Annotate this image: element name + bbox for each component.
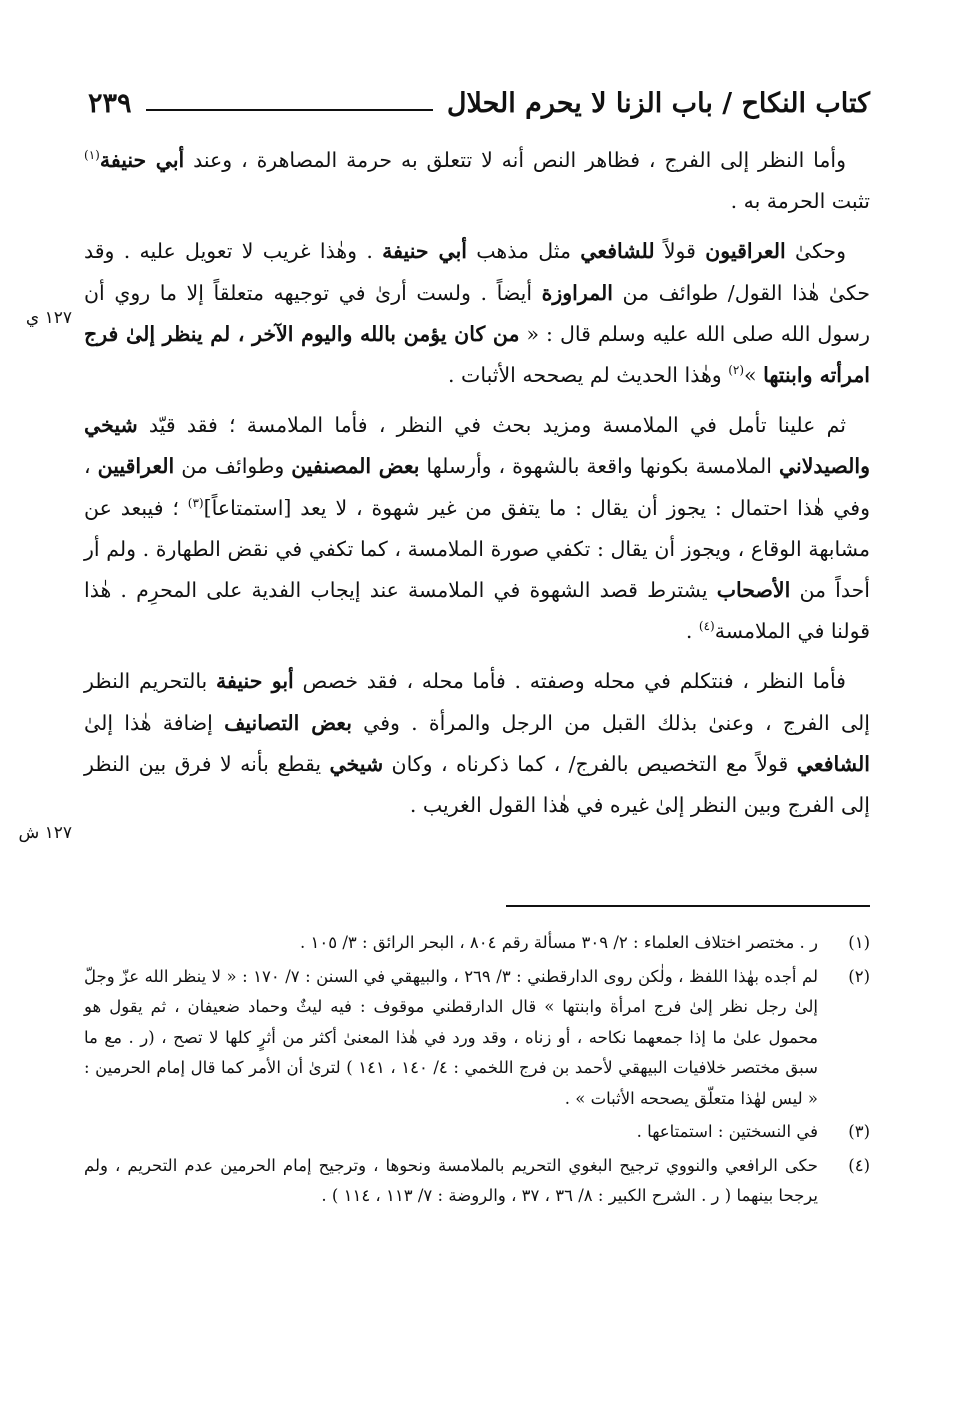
bold-term: أبو حنيفة (216, 669, 294, 694)
text-run: قولاً مع التخصيص بالفرج/ ، كما ذكرناه ، وكان (383, 751, 797, 776)
main-text (84, 140, 870, 835)
text-run: الملامسة بكونها واقعة بالشهوة ، وأرسلها (419, 454, 779, 479)
text-run: يقطع بأنه لا فرق بين النظر إلى الفرج وبين النظر إلىٰ غيره في هٰذا القول الغريب . (84, 751, 870, 818)
text-run: إضافة هٰذا إلىٰ (84, 710, 225, 735)
paragraph (84, 661, 870, 826)
paragraph (84, 231, 870, 396)
margin-note: ١٢٧ ي (25, 308, 72, 328)
bold-term: الشافعي (796, 751, 870, 776)
text-run: تثبت الحرمة به . (730, 189, 870, 214)
chapter-title: كتاب النكاح / باب الزنا لا يحرم الحلال (446, 87, 870, 119)
bold-term: شيخي (329, 751, 384, 776)
footnote-item (84, 1117, 870, 1148)
footnote-text: حكى الرافعي والنووي ترجيح البغوي التحريم بالملامسة ونحوها ، وترجيح إمام الحرمين عدم التحريم ، ولم يرجحا بينهما ( ر . الشرح الكبير : ٨/ ٣٦ ، ٣٧ ، والروضة : ٧/ ١١٣ ، ١١٤ ) . (84, 1155, 818, 1205)
text-run: ؛ فيبعد عن مشابهة الوقاع ، ويجوز أن يقال : تكفي صورة الملامسة ، كما تكفي في نقض الطهارة . ولم أر أحداً من (84, 495, 870, 603)
footnote-ref: (٤) (698, 619, 715, 634)
bold-term: بعض المصنفين (291, 454, 420, 479)
paragraph (84, 140, 870, 222)
paragraph (84, 405, 870, 652)
text-run: . (685, 619, 699, 644)
footnote-ref: (٢) (728, 363, 745, 378)
bold-term: بعض التصانيف (224, 710, 352, 735)
text-run: بالتحريم النظر إلى الفرج ، وعنىٰ بذلك القبل من الرجل والمرأة . وفي (84, 669, 870, 735)
footnote-item (84, 928, 870, 959)
text-run: ، وفي هٰذا احتمال : يجوز أن يقال : ما يتفق من غير شهوة ، لا يعد [استمتاعاً] (84, 454, 870, 520)
footnote-number: (٢) (848, 966, 870, 986)
footnote-number: (٤) (848, 1155, 870, 1175)
bold-term: العراقيون (705, 239, 786, 264)
text-run: وهٰذا الحديث لم يصححه الأثبات . (448, 363, 729, 388)
page-number: ٢٣٩ (88, 87, 132, 119)
text-run: قولاً (654, 239, 706, 264)
text-run: وحكىٰ (785, 239, 846, 264)
text-run: ثم علينا تأمل في الملامسة ومزيد بحث في النظر ، فأما الملامسة ؛ فقد قيّد (137, 413, 846, 438)
text-run: وطوائف من (174, 454, 292, 479)
footnote-ref: (٣) (187, 495, 204, 510)
text-run: فأما النظر ، فنتكلم في محله وصفته . فأما محله ، فقد خصص (293, 669, 846, 694)
bold-term: والصيدلاني (778, 454, 870, 479)
bold-term: من كان يؤمن بالله واليوم الآخر ، لم ينظر إلىٰ فرج امرأته وابنتها (84, 321, 870, 388)
text-run: » (744, 363, 764, 388)
bold-term: العراقيين (97, 454, 175, 479)
bold-term: المراوزة (541, 280, 613, 305)
footnote-text: لم أجده بهٰذا اللفظ ، ولٰكن روى الدارقطني : ٣/ ٢٦٩ ، والبيهقي في السنن : ٧/ ١٧٠ : « لا ينظر الله عزّ وجلّ إلىٰ رجل نظر إلىٰ فرج امرأة وابنتها » قال الدارقطني موقوف : فيه ليثٌ وحماد ضعيفان ، ثم يقول هو محمول علىٰ ما إذا جمعهما نكاحه ، أو زناه ، وقد ورد في هٰذا المعنىٰ أكثر من أثرٍ كلها لا تصح ، (ر . مع ما سبق مختصر خلافيات البيهقي لأحمد بن فرج اللخمي : ٤/ ١٤٠ ، ١٤١ ) لترىٰ أن الأمر كما قال إمام الحرمين : « ليس لهٰذا متعلّق يصححه الأثبات » . (84, 966, 819, 1108)
text-run: مثل مذهب (466, 239, 581, 264)
bold-term: الأصحاب (716, 578, 791, 603)
text-run: . وهٰذا غريب لا تعويل عليه . وقد حكىٰ هٰذا القول/ طوائف من (84, 239, 870, 305)
footnote-number: (٣) (848, 1122, 870, 1141)
footnote-ref: (١) (84, 148, 100, 163)
bold-term: أبي حنيفة (382, 239, 467, 264)
footnote-number: (١) (848, 933, 870, 952)
footnote-text: في النسختين : استمتاعها . (636, 1122, 818, 1141)
bold-term: للشافعي (580, 239, 655, 264)
text-run: يشترط قصد الشهوة في الملامسة عند إيجاب الفدية على المحرِم . هٰذا قولنا في الملامسة (84, 578, 870, 644)
footnote-text: ر . مختصر اختلاف العلماء : ٢/ ٣٠٩ مسألة رقم ٨٠٤ ، البحر الرائق : ٣/ ١٠٥ . (300, 933, 818, 952)
margin-note: ١٢٧ ش (18, 823, 72, 843)
header-rule (146, 109, 433, 111)
bold-term: شيخي (84, 413, 138, 438)
text-run: أيضاً . ولست أرىٰ في توجيهه متعلقاً إلا ما روي أن رسول الله صلى الله عليه وسلم قال : « (84, 280, 870, 346)
text-run: وأما النظر إلى الفرج ، فظاهر النص أنه لا تتعلق به حرمة المصاهرة ، وعند (184, 148, 847, 172)
footnote-item (84, 962, 870, 1115)
footnote-item (84, 1151, 870, 1212)
bold-term: أبي حنيفة (99, 148, 185, 172)
footnote-separator (506, 905, 870, 907)
footnotes (84, 928, 870, 1215)
running-header (88, 78, 870, 128)
